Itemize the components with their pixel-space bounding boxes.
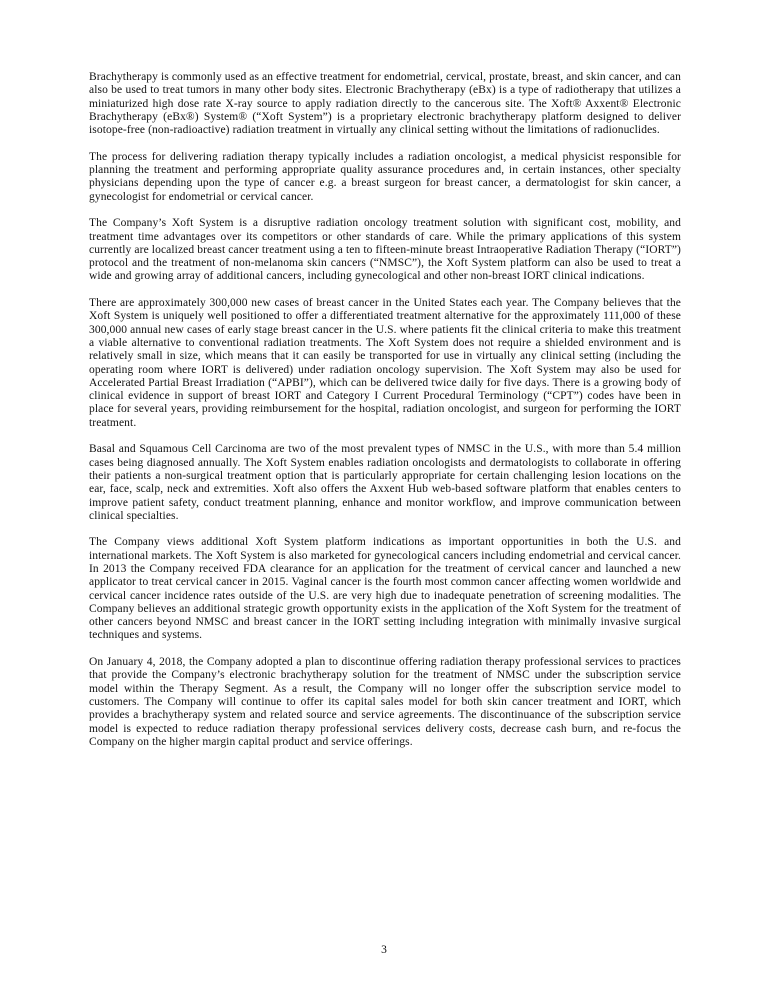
page-number: 3	[381, 944, 387, 956]
paragraph-breast-cancer-market: There are approximately 300,000 new cases of breast cancer in the United States each year. The Company believes that the Xoft System is uniquely well positioned to offer a differentiated treatment alternative for the approximately 111,000 of these 300,000 annual new cases of early stage breast cancer in the U.S. where patients fit the clinical criteria to make this treatment a viable alternative to conventional radiation treatments. The Xoft System does not require a shielded environment and is relatively small in size, which means that it can easily be transported for use in virtually any clinical setting (including the operating room where IORT is delivered) under radiation oncology supervision. The Xoft System may also be used for Accelerated Partial Breast Irradiation (“APBI”), which can be delivered twice daily for five days. There is a growing body of clinical evidence in support of breast IORT and Category I Current Procedural Terminology (“CPT”) codes have been in place for several years, providing reimbursement for the hospital, radiation oncologist, and surgeon for performing the IORT treatment.	[89, 297, 681, 429]
paragraph-discontinue-subscription: On January 4, 2018, the Company adopted a plan to discontinue offering radiation therapy professional services to practices that provide the Company’s electronic brachytherapy solution for the treatment of NMSC under the subscription service model within the Therapy Segment. As a result, the Company will no longer offer the subscription service model to customers. The Company will continue to offer its capital sales model for both skin cancer treatment and IORT, which provides a brachytherapy system and related source and service agreements. The discontinuance of the subscription service model is expected to reduce radiation therapy professional services delivery costs, decrease cash burn, and re-focus the Company on the higher margin capital product and service offerings.	[89, 656, 681, 748]
paragraph-radiation-therapy-process: The process for delivering radiation therapy typically includes a radiation oncologist, a medical physicist responsible for planning the treatment and performing appropriate quality assurance procedures and, in certain instances, other specialty physicians depending upon the type of cancer e.g. a breast surgeon for breast cancer, a dermatologist for skin cancer, a gynecologist for endometrial or cervical cancer.	[89, 150, 681, 203]
paragraph-additional-indications: The Company views additional Xoft System platform indications as important opportunities in both the U.S. and international markets. The Xoft System is also marketed for gynecological cancers including endometrial and cervical cancer. In 2013 the Company received FDA clearance for an application for the treatment of cervical cancer and launched a new applicator to treat cervical cancer in 2015. Vaginal cancer is the fourth most common cancer affecting women worldwide and cervical cancer incidence rates outside of the U.S. are very high due to inadequate penetration of screening modalities. The Company believes an additional strategic growth opportunity exists in the application of the Xoft System for the treatment of other cancers beyond NMSC and breast cancer in the IORT setting including integration with minimally invasive surgical techniques and systems.	[89, 536, 681, 642]
page-body-text	[89, 71, 681, 762]
paragraph-brachytherapy-overview: Brachytherapy is commonly used as an effective treatment for endometrial, cervical, prostate, breast, and skin cancer, and can also be used to treat tumors in many other body sites. Electronic Brachytherapy (eBx) is a type of radiotherapy that utilizes a miniaturized high dose rate X-ray source to apply radiation directly to the cancerous site. The Xoft® Axxent® Electronic Brachytherapy (eBx®) System® (“Xoft System”) is a proprietary electronic brachytherapy platform designed to deliver isotope-free (non-radioactive) radiation treatment in virtually any clinical setting without the limitations of radionuclides.	[89, 71, 681, 137]
paragraph-nmsc-carcinoma: Basal and Squamous Cell Carcinoma are two of the most prevalent types of NMSC in the U.S., with more than 5.4 million cases being diagnosed annually. The Xoft System enables radiation oncologists and dermatologists to collaborate in offering their patients a non-surgical treatment option that is particularly appropriate for certain challenging lesion locations on the ear, face, scalp, neck and extremities. Xoft also offers the Axxent Hub web-based software platform that enables centers to improve patient safety, conduct treatment planning, enhance and monitor workflow, and improve communication between clinical specialties.	[89, 443, 681, 522]
paragraph-xoft-system-description: The Company’s Xoft System is a disruptive radiation oncology treatment solution with significant cost, mobility, and treatment time advantages over its competitors or other standards of care. While the primary applications of this system currently are localized breast cancer treatment using a ten to fifteen-minute breast Intraoperative Radiation Therapy (“IORT”) protocol and the treatment of non-melanoma skin cancers (“NMSC”), the Xoft System platform can also be used to treat a wide and growing array of additional cancers, including gynecological and other non-breast IORT clinical indications.	[89, 217, 681, 283]
